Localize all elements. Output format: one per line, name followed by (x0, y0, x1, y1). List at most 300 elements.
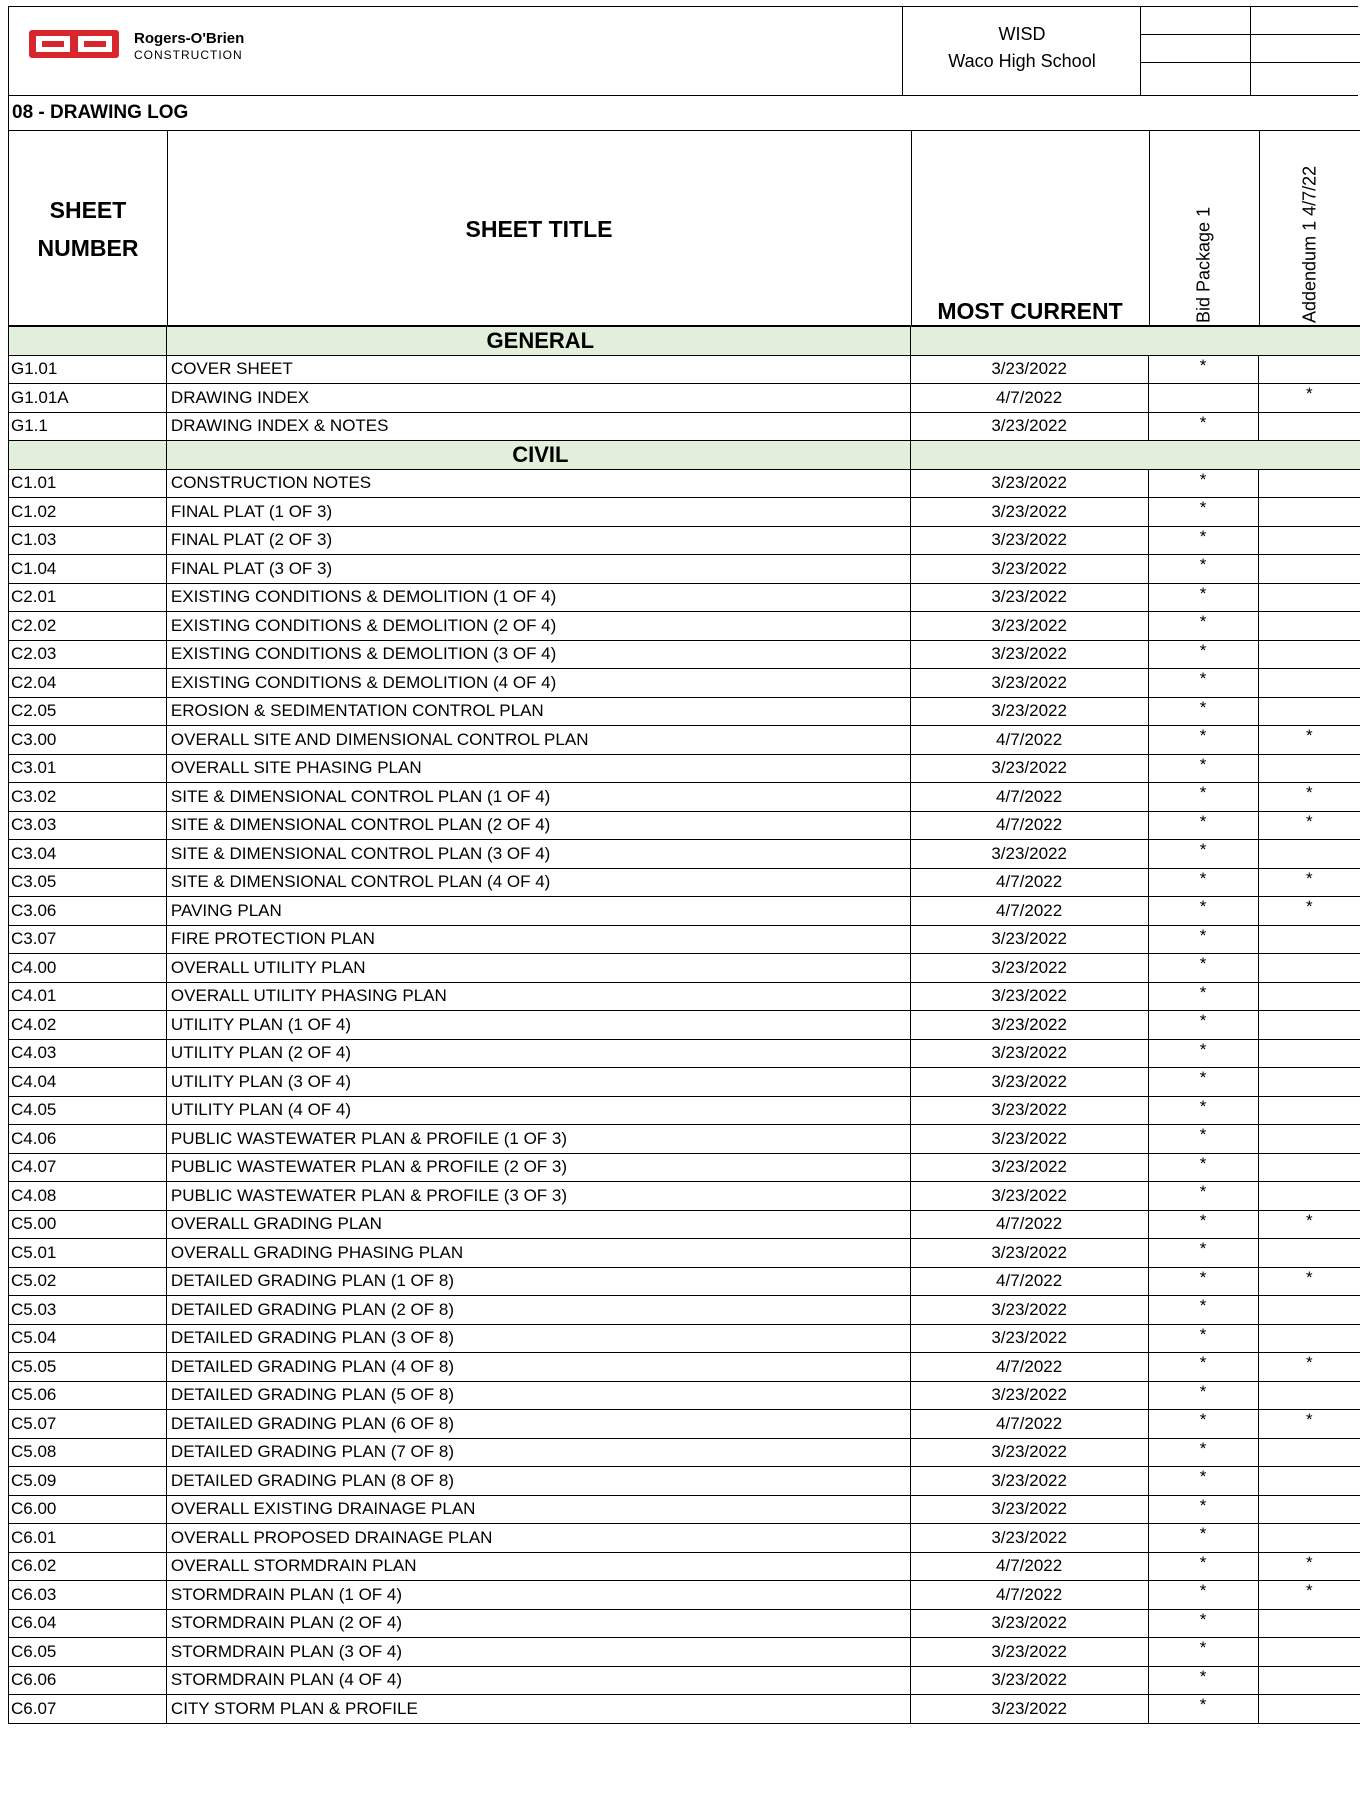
bid-package-mark: * (1148, 526, 1258, 555)
bid-package-mark: * (1148, 498, 1258, 527)
sheet-title: STORMDRAIN PLAN (3 OF 4) (166, 1638, 910, 1667)
table-row (9, 925, 1360, 954)
sheet-title: OVERALL STORMDRAIN PLAN (166, 1552, 910, 1581)
table-row (9, 1438, 1360, 1467)
most-current-date: 3/23/2022 (910, 1239, 1148, 1268)
most-current-date: 3/23/2022 (910, 925, 1148, 954)
sheet-number: C6.05 (9, 1638, 167, 1667)
section-row (9, 441, 1360, 470)
addendum-mark: * (1258, 1552, 1360, 1581)
sheet-number: G1.01A (9, 384, 167, 413)
sheet-title: DRAWING INDEX (166, 384, 910, 413)
addendum-mark (1258, 612, 1360, 641)
table-row (9, 1296, 1360, 1325)
most-current-date: 3/23/2022 (910, 1438, 1148, 1467)
bid-package-mark: * (1148, 1353, 1258, 1382)
sheet-title: SITE & DIMENSIONAL CONTROL PLAN (1 OF 4) (166, 783, 910, 812)
sheet-number: C5.08 (9, 1438, 167, 1467)
sheet-title: STORMDRAIN PLAN (4 OF 4) (166, 1666, 910, 1695)
most-current-date: 3/23/2022 (910, 1495, 1148, 1524)
addendum-mark (1258, 469, 1360, 498)
bid-package-mark: * (1148, 697, 1258, 726)
table-row (9, 1467, 1360, 1496)
project-info (904, 6, 1140, 96)
table-row (9, 555, 1360, 584)
table-row (9, 1666, 1360, 1695)
bid-package-mark: * (1148, 1125, 1258, 1154)
sheet-title: OVERALL UTILITY PHASING PLAN (166, 982, 910, 1011)
most-current-date: 4/7/2022 (910, 1581, 1148, 1610)
sheet-title: DETAILED GRADING PLAN (1 OF 8) (166, 1267, 910, 1296)
sheet-number: C3.05 (9, 868, 167, 897)
col-most-current (911, 131, 1150, 327)
bid-package-mark: * (1148, 754, 1258, 783)
table-row (9, 1581, 1360, 1610)
sheet-title: OVERALL EXISTING DRAINAGE PLAN (166, 1495, 910, 1524)
most-current-date: 4/7/2022 (910, 897, 1148, 926)
most-current-date: 3/23/2022 (910, 982, 1148, 1011)
most-current-date: 3/23/2022 (910, 1324, 1148, 1353)
addendum-mark (1258, 1239, 1360, 1268)
sheet-title: OVERALL GRADING PHASING PLAN (166, 1239, 910, 1268)
sheet-number: C4.07 (9, 1153, 167, 1182)
most-current-date: 3/23/2022 (910, 1068, 1148, 1097)
bid-package-mark: * (1148, 583, 1258, 612)
table-row (9, 982, 1360, 1011)
addendum-mark (1258, 526, 1360, 555)
addendum-mark: * (1258, 868, 1360, 897)
most-current-date: 3/23/2022 (910, 612, 1148, 641)
sheet-title: EROSION & SEDIMENTATION CONTROL PLAN (166, 697, 910, 726)
most-current-date: 3/23/2022 (910, 355, 1148, 384)
most-current-date: 3/23/2022 (910, 1039, 1148, 1068)
table-row (9, 1096, 1360, 1125)
sheet-title: CITY STORM PLAN & PROFILE (166, 1695, 910, 1724)
bid-package-mark: * (1148, 1638, 1258, 1667)
section-title: GENERAL (166, 327, 910, 356)
bid-package-mark: * (1148, 1552, 1258, 1581)
sheet-title: UTILITY PLAN (4 OF 4) (166, 1096, 910, 1125)
addendum-mark: * (1258, 897, 1360, 926)
sheet-title: STORMDRAIN PLAN (1 OF 4) (166, 1581, 910, 1610)
table-row (9, 469, 1360, 498)
sheet-number: C4.06 (9, 1125, 167, 1154)
table-row (9, 612, 1360, 641)
sheet-title: SITE & DIMENSIONAL CONTROL PLAN (3 OF 4) (166, 840, 910, 869)
drawing-log-body (9, 327, 1360, 1724)
table-row (9, 355, 1360, 384)
sheet-number: C4.03 (9, 1039, 167, 1068)
table-row (9, 1210, 1360, 1239)
addendum-mark (1258, 1296, 1360, 1325)
addendum-mark (1258, 1182, 1360, 1211)
most-current-date: 3/23/2022 (910, 1381, 1148, 1410)
most-current-date: 3/23/2022 (910, 583, 1148, 612)
most-current-date: 3/23/2022 (910, 640, 1148, 669)
addendum-mark (1258, 954, 1360, 983)
table-row (9, 1239, 1360, 1268)
table-row (9, 1125, 1360, 1154)
sheet-title: EXISTING CONDITIONS & DEMOLITION (3 OF 4) (166, 640, 910, 669)
table-row (9, 1324, 1360, 1353)
sheet-title: UTILITY PLAN (1 OF 4) (166, 1011, 910, 1040)
sheet-title: CONSTRUCTION NOTES (166, 469, 910, 498)
sheet-title: DETAILED GRADING PLAN (6 OF 8) (166, 1410, 910, 1439)
sheet-title: EXISTING CONDITIONS & DEMOLITION (1 OF 4) (166, 583, 910, 612)
sheet-title: PUBLIC WASTEWATER PLAN & PROFILE (3 OF 3) (166, 1182, 910, 1211)
company-name: Rogers-O'Brien (134, 30, 245, 47)
most-current-date: 3/23/2022 (910, 1467, 1148, 1496)
most-current-date: 4/7/2022 (910, 1267, 1148, 1296)
column-headers (8, 130, 1360, 326)
addendum-mark (1258, 1695, 1360, 1724)
addendum-mark (1258, 840, 1360, 869)
most-current-date: 3/23/2022 (910, 1125, 1148, 1154)
sheet-number: C5.03 (9, 1296, 167, 1325)
company-subtitle: CONSTRUCTION (134, 48, 243, 62)
addendum-mark (1258, 669, 1360, 698)
sheet-title: FINAL PLAT (2 OF 3) (166, 526, 910, 555)
bid-package-mark: * (1148, 640, 1258, 669)
table-row (9, 726, 1360, 755)
sheet-title: UTILITY PLAN (3 OF 4) (166, 1068, 910, 1097)
bid-package-mark: * (1148, 868, 1258, 897)
table-row (9, 498, 1360, 527)
bid-package-mark: * (1148, 726, 1258, 755)
sheet-number: C4.01 (9, 982, 167, 1011)
most-current-date: 3/23/2022 (910, 1096, 1148, 1125)
most-current-date: 3/23/2022 (910, 669, 1148, 698)
bid-package-mark: * (1148, 1153, 1258, 1182)
sheet-number: C6.07 (9, 1695, 167, 1724)
col-sheet-title: SHEET TITLE (167, 131, 912, 327)
table-row (9, 1638, 1360, 1667)
sheet-number: G1.1 (9, 412, 167, 441)
bid-package-mark: * (1148, 1324, 1258, 1353)
bid-package-mark: * (1148, 555, 1258, 584)
addendum-mark (1258, 754, 1360, 783)
sheet-number: C5.00 (9, 1210, 167, 1239)
addendum-mark (1258, 1068, 1360, 1097)
table-row (9, 840, 1360, 869)
addendum-mark (1258, 1096, 1360, 1125)
addendum-mark: * (1258, 384, 1360, 413)
bid-package-mark: * (1148, 612, 1258, 641)
sheet-title: FINAL PLAT (1 OF 3) (166, 498, 910, 527)
bid-package-mark: * (1148, 669, 1258, 698)
sheet-title: PUBLIC WASTEWATER PLAN & PROFILE (1 OF 3) (166, 1125, 910, 1154)
most-current-date: 3/23/2022 (910, 1695, 1148, 1724)
most-current-date: 4/7/2022 (910, 811, 1148, 840)
sheet-number: C3.06 (9, 897, 167, 926)
sheet-number: C1.01 (9, 469, 167, 498)
table-row (9, 1552, 1360, 1581)
bid-package-mark: * (1148, 1182, 1258, 1211)
addendum-mark (1258, 1381, 1360, 1410)
addendum-mark (1258, 1666, 1360, 1695)
addendum-mark (1258, 697, 1360, 726)
sheet-number: C6.03 (9, 1581, 167, 1610)
table-row (9, 384, 1360, 413)
section-blank (9, 327, 167, 356)
sheet-title: FIRE PROTECTION PLAN (166, 925, 910, 954)
sheet-number: C4.04 (9, 1068, 167, 1097)
sheet-title: SITE & DIMENSIONAL CONTROL PLAN (2 OF 4) (166, 811, 910, 840)
addendum-mark: * (1258, 1267, 1360, 1296)
bid-package-mark: * (1148, 783, 1258, 812)
sheet-title: OVERALL UTILITY PLAN (166, 954, 910, 983)
most-current-date: 3/23/2022 (910, 697, 1148, 726)
sheet-number: C2.01 (9, 583, 167, 612)
bid-package-mark: * (1148, 412, 1258, 441)
most-current-date: 3/23/2022 (910, 754, 1148, 783)
bid-package-mark: * (1148, 355, 1258, 384)
client-name: WISD (998, 24, 1046, 44)
addendum-mark (1258, 1438, 1360, 1467)
addendum-mark (1258, 1125, 1360, 1154)
addendum-mark: * (1258, 726, 1360, 755)
most-current-date: 3/23/2022 (910, 1666, 1148, 1695)
addendum-mark (1258, 925, 1360, 954)
table-row (9, 1039, 1360, 1068)
most-current-date: 3/23/2022 (910, 1182, 1148, 1211)
sheet-number: C1.04 (9, 555, 167, 584)
table-row (9, 1695, 1360, 1724)
addendum-mark (1258, 982, 1360, 1011)
col-sheet-number-l1: SHEET (49, 197, 127, 223)
log-title: 08 - DRAWING LOG (8, 96, 1360, 130)
col-bid-package-label: Bid Package 1 (1193, 206, 1214, 323)
bid-package-mark: * (1148, 1438, 1258, 1467)
bid-package-mark: * (1148, 897, 1258, 926)
section-blank (910, 327, 1360, 356)
sheet-title: EXISTING CONDITIONS & DEMOLITION (2 OF 4) (166, 612, 910, 641)
sheet-number: C5.06 (9, 1381, 167, 1410)
most-current-date: 4/7/2022 (910, 726, 1148, 755)
most-current-date: 4/7/2022 (910, 783, 1148, 812)
addendum-mark (1258, 1638, 1360, 1667)
most-current-date: 4/7/2022 (910, 868, 1148, 897)
sheet-number: C6.06 (9, 1666, 167, 1695)
table-row (9, 1524, 1360, 1553)
bid-package-mark: * (1148, 840, 1258, 869)
divider (1140, 6, 1141, 96)
most-current-date: 3/23/2022 (910, 498, 1148, 527)
divider (1250, 6, 1251, 96)
sheet-number: C3.00 (9, 726, 167, 755)
sheet-title: SITE & DIMENSIONAL CONTROL PLAN (4 OF 4) (166, 868, 910, 897)
sheet-title: DETAILED GRADING PLAN (2 OF 8) (166, 1296, 910, 1325)
addendum-mark (1258, 555, 1360, 584)
addendum-mark (1258, 498, 1360, 527)
bid-package-mark: * (1148, 1495, 1258, 1524)
sheet-title: OVERALL SITE PHASING PLAN (166, 754, 910, 783)
sheet-number: C3.01 (9, 754, 167, 783)
addendum-mark: * (1258, 1210, 1360, 1239)
most-current-date: 3/23/2022 (910, 1609, 1148, 1638)
most-current-date: 3/23/2022 (910, 840, 1148, 869)
most-current-date: 3/23/2022 (910, 1153, 1148, 1182)
company-logo (28, 26, 120, 62)
sheet-title: DETAILED GRADING PLAN (8 OF 8) (166, 1467, 910, 1496)
sheet-number: C5.01 (9, 1239, 167, 1268)
most-current-date: 4/7/2022 (910, 1353, 1148, 1382)
sheet-number: C5.09 (9, 1467, 167, 1496)
col-most-current-label: MOST CURRENT (937, 298, 1123, 324)
most-current-date: 3/23/2022 (910, 1296, 1148, 1325)
addendum-mark: * (1258, 1581, 1360, 1610)
sheet-number: C2.04 (9, 669, 167, 698)
bid-package-mark: * (1148, 1581, 1258, 1610)
table-row (9, 754, 1360, 783)
sheet-title: COVER SHEET (166, 355, 910, 384)
bid-package-mark: * (1148, 1381, 1258, 1410)
sheet-number: C5.05 (9, 1353, 167, 1382)
section-title: CIVIL (166, 441, 910, 470)
sheet-number: G1.01 (9, 355, 167, 384)
bid-package-mark: * (1148, 1695, 1258, 1724)
bid-package-mark: * (1148, 469, 1258, 498)
table-row (9, 954, 1360, 983)
divider (1140, 62, 1360, 63)
most-current-date: 3/23/2022 (910, 1638, 1148, 1667)
drawing-log-table (8, 326, 1360, 1724)
addendum-mark (1258, 640, 1360, 669)
addendum-mark (1258, 1495, 1360, 1524)
addendum-mark (1258, 355, 1360, 384)
sheet-number: C2.05 (9, 697, 167, 726)
sheet-title: DETAILED GRADING PLAN (7 OF 8) (166, 1438, 910, 1467)
divider (902, 6, 903, 96)
bid-package-mark: * (1148, 1068, 1258, 1097)
addendum-mark: * (1258, 1353, 1360, 1382)
sheet-title: STORMDRAIN PLAN (2 OF 4) (166, 1609, 910, 1638)
addendum-mark (1258, 1011, 1360, 1040)
sheet-number: C6.04 (9, 1609, 167, 1638)
sheet-number: C4.00 (9, 954, 167, 983)
table-row (9, 1068, 1360, 1097)
section-row (9, 327, 1360, 356)
bid-package-mark: * (1148, 982, 1258, 1011)
col-sheet-number (9, 131, 168, 327)
table-row (9, 412, 1360, 441)
table-row (9, 583, 1360, 612)
sheet-number: C1.02 (9, 498, 167, 527)
bid-package-mark (1148, 384, 1258, 413)
table-row (9, 669, 1360, 698)
table-row (9, 1267, 1360, 1296)
sheet-number: C5.02 (9, 1267, 167, 1296)
sheet-number: C6.00 (9, 1495, 167, 1524)
table-row (9, 697, 1360, 726)
col-addendum-label: Addendum 1 4/7/22 (1299, 165, 1320, 323)
sheet-number: C6.01 (9, 1524, 167, 1553)
sheet-number: C5.04 (9, 1324, 167, 1353)
sheet-title: EXISTING CONDITIONS & DEMOLITION (4 OF 4) (166, 669, 910, 698)
bid-package-mark: * (1148, 1239, 1258, 1268)
table-row (9, 1381, 1360, 1410)
table-row (9, 1011, 1360, 1040)
col-sheet-number-l2: NUMBER (37, 235, 139, 261)
bid-package-mark: * (1148, 1267, 1258, 1296)
section-blank (910, 441, 1360, 470)
sheet-number: C3.02 (9, 783, 167, 812)
bid-package-mark: * (1148, 1011, 1258, 1040)
bid-package-mark: * (1148, 1039, 1258, 1068)
addendum-mark (1258, 1524, 1360, 1553)
most-current-date: 3/23/2022 (910, 526, 1148, 555)
sheet-number: C1.03 (9, 526, 167, 555)
sheet-title: OVERALL SITE AND DIMENSIONAL CONTROL PLAN (166, 726, 910, 755)
table-row (9, 1153, 1360, 1182)
bid-package-mark: * (1148, 1410, 1258, 1439)
addendum-mark (1258, 1324, 1360, 1353)
table-row (9, 897, 1360, 926)
table-row (9, 1182, 1360, 1211)
sheet-title: DETAILED GRADING PLAN (3 OF 8) (166, 1324, 910, 1353)
most-current-date: 4/7/2022 (910, 1410, 1148, 1439)
sheet-title: OVERALL GRADING PLAN (166, 1210, 910, 1239)
sheet-number: C3.03 (9, 811, 167, 840)
bid-package-mark: * (1148, 1524, 1258, 1553)
table-row (9, 1609, 1360, 1638)
bid-package-mark: * (1148, 1210, 1258, 1239)
most-current-date: 4/7/2022 (910, 1210, 1148, 1239)
project-name: Waco High School (948, 51, 1096, 71)
sheet-number: C4.05 (9, 1096, 167, 1125)
col-addendum (1259, 131, 1360, 327)
most-current-date: 3/23/2022 (910, 412, 1148, 441)
sheet-title: PUBLIC WASTEWATER PLAN & PROFILE (2 OF 3) (166, 1153, 910, 1182)
bid-package-mark: * (1148, 1296, 1258, 1325)
bid-package-mark: * (1148, 1609, 1258, 1638)
sheet-title: PAVING PLAN (166, 897, 910, 926)
addendum-mark (1258, 1153, 1360, 1182)
addendum-mark (1258, 583, 1360, 612)
addendum-mark (1258, 1467, 1360, 1496)
sheet-title: DETAILED GRADING PLAN (4 OF 8) (166, 1353, 910, 1382)
bid-package-mark: * (1148, 1096, 1258, 1125)
col-bid-package (1149, 131, 1260, 327)
sheet-title: OVERALL PROPOSED DRAINAGE PLAN (166, 1524, 910, 1553)
most-current-date: 3/23/2022 (910, 555, 1148, 584)
most-current-date: 4/7/2022 (910, 384, 1148, 413)
bid-package-mark: * (1148, 925, 1258, 954)
table-row (9, 1353, 1360, 1382)
most-current-date: 3/23/2022 (910, 1011, 1148, 1040)
most-current-date: 4/7/2022 (910, 1552, 1148, 1581)
sheet-title: DETAILED GRADING PLAN (5 OF 8) (166, 1381, 910, 1410)
table-row (9, 526, 1360, 555)
most-current-date: 3/23/2022 (910, 469, 1148, 498)
table-row (9, 783, 1360, 812)
sheet-title: UTILITY PLAN (2 OF 4) (166, 1039, 910, 1068)
addendum-mark (1258, 1609, 1360, 1638)
table-row (9, 811, 1360, 840)
sheet-number: C3.04 (9, 840, 167, 869)
sheet-number: C2.02 (9, 612, 167, 641)
divider (1140, 34, 1360, 35)
ro-logo-icon (28, 26, 120, 62)
table-row (9, 1495, 1360, 1524)
sheet-title: DRAWING INDEX & NOTES (166, 412, 910, 441)
bid-package-mark: * (1148, 1666, 1258, 1695)
addendum-mark (1258, 412, 1360, 441)
sheet-number: C2.03 (9, 640, 167, 669)
sheet-number: C4.02 (9, 1011, 167, 1040)
addendum-mark: * (1258, 783, 1360, 812)
table-row (9, 640, 1360, 669)
